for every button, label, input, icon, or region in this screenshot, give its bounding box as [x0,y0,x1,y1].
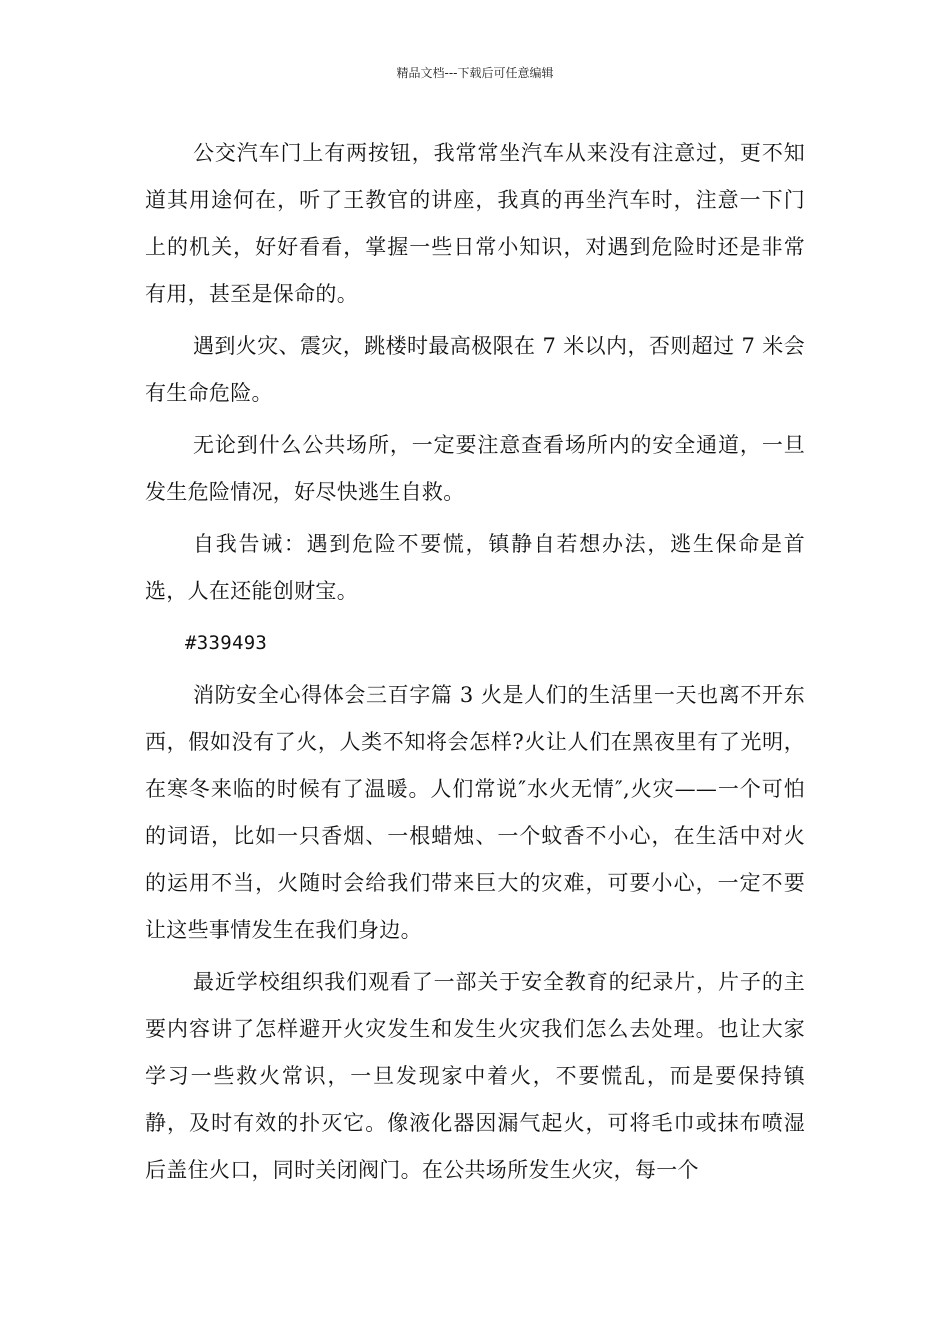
paragraph-fire-essay-intro: 消防安全心得体会三百字篇 3 火是人们的生活里一天也离不开东西，假如没有了火，人类不知将会怎样?火让人们在黑夜里有了光明，在寒冬来临的时候有了温暖。人们常说″水火无情″,火灾——一个可怕的词语，比如一只香烟、一根蜡烛、一个蚊香不小心，在生活中对火的运用不当，火随时会给我们带来巨大的灾难，可要小心，一定不要让这些事情发生在我们身边。 [145,683,805,942]
paragraph-bus-buttons: 公交汽车门上有两按钮，我常常坐汽车从来没有注意过，更不知道其用途何在，听了王教官的讲座，我真的再坐汽车时，注意一下门上的机关，好好看看，掌握一些日常小知识，对遇到危险时还是非常有用，甚至是保命的。 [145,141,805,306]
document-id-tag: #339493 [185,632,268,654]
paragraph-self-warning: 自我告诫：遇到危险不要慌，镇静自若想办法，逃生保命是首选，人在还能创财宝。 [145,532,805,603]
document-body [145,130,805,1199]
paragraph-jump-limit: 遇到火灾、震灾，跳楼时最高极限在 7 米以内，否则超过 7 米会有生命危险。 [145,334,805,405]
paragraph-safety-exit: 无论到什么公共场所，一定要注意查看场所内的安全通道，一旦发生危险情况，好尽快逃生自救。 [145,433,805,504]
page-header: 精品文档---下载后可任意编辑 [396,66,554,80]
paragraph-documentary: 最近学校组织我们观看了一部关于安全教育的纪录片，片子的主要内容讲了怎样避开火灾发生和发生火灾我们怎么去处理。也让大家学习一些救火常识，一旦发现家中着火，不要慌乱，而是要保持镇静，及时有效的扑灭它。像液化器因漏气起火，可将毛巾或抹布喷湿后盖住火口，同时关闭阀门。在公共场所发生火灾，每一个 [145,970,805,1182]
